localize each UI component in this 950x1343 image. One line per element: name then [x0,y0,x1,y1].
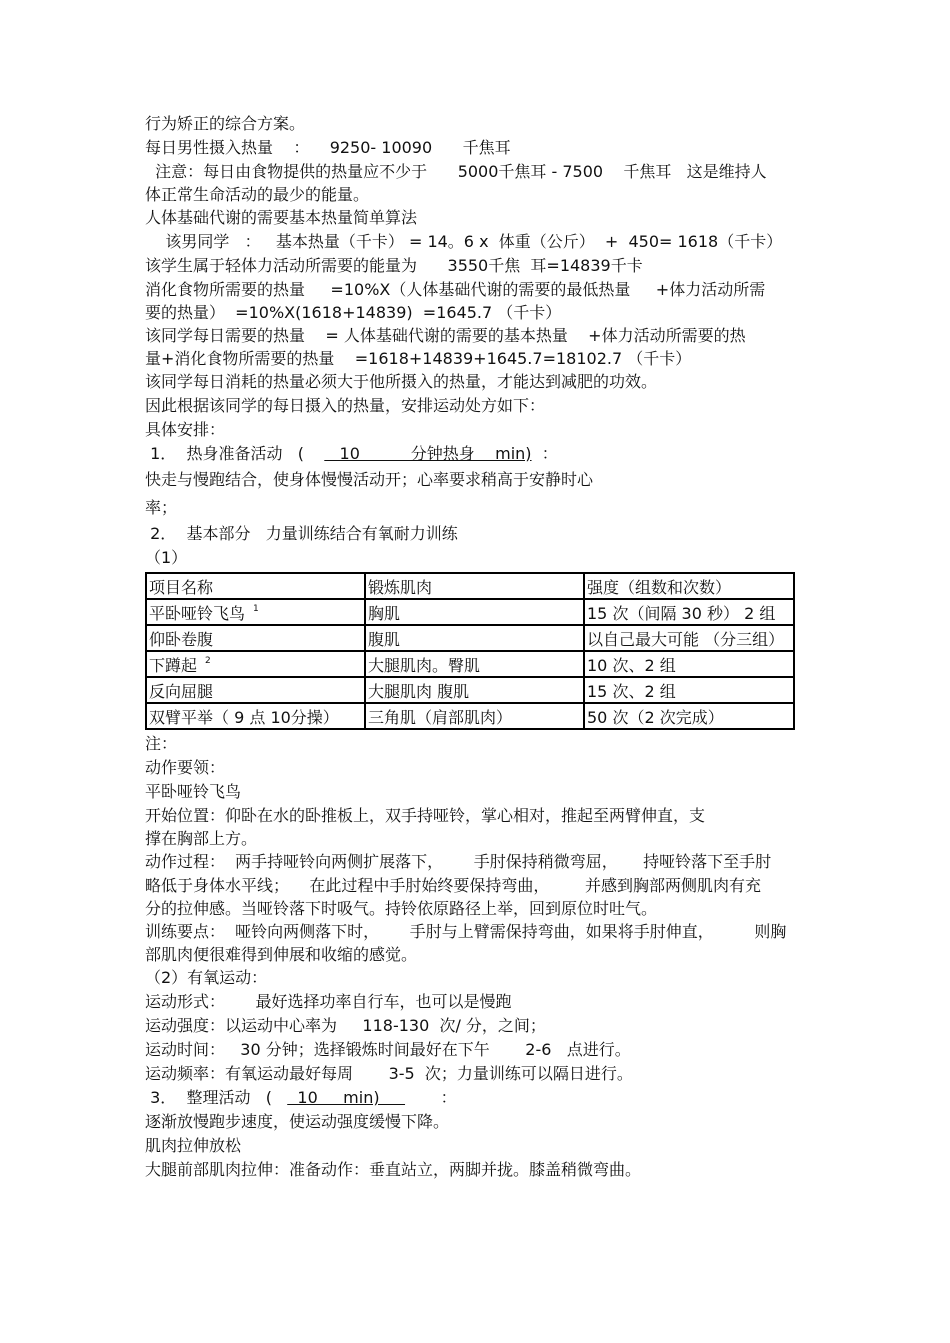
cooldown-duration: 10 min) [287,1088,406,1107]
text-line: 注意：每日由食物提供的热量应不少于 5000千焦耳 - 7500 千焦耳 这是维持人 [145,162,767,181]
exercise-name: 平卧哑铃飞鸟 [149,603,246,623]
notes-block [145,732,805,1086]
exercise-name-cell [146,625,365,651]
cooldown-heading [145,1086,805,1110]
cooldown-prefix: 3． 整理活动 ( [145,1088,288,1107]
exercise-name-cell [146,703,365,729]
text-line: 具体安排： [145,420,226,439]
exercise-name: 反向屈腿 [149,681,214,701]
table-header-row [146,573,794,599]
text-line: 每日男性摄入热量 ： 9250- 10090 千焦耳 [145,138,511,157]
muscle-cell: 三角肌（肩部肌肉） [365,703,584,729]
text-line: 该学生属于轻体力活动所需要的能量为 3550千焦 耳=14839千卡 [145,256,643,275]
text-line: 开始位置：仰卧在水的卧推板上，双手持哑铃，掌心相对，推起至两臂伸直，支 [145,806,706,825]
text-line: 率； [145,498,178,517]
text-line: 行为矫正的综合方案。 [145,114,306,133]
header-cell: 项目名称 [146,573,365,599]
muscle-cell: 腹肌 [365,625,584,651]
warmup-suffix: ： [531,444,558,463]
text-line: 人体基础代谢的需要基本热量简单算法 [145,208,418,227]
text-line: 动作要领： [145,758,226,777]
intensity-cell: 15 次、2 组 [584,677,794,703]
text-line: 运动形式： 最好选择功率自行车，也可以是慢跑 [145,992,512,1011]
text-line: 要的热量） =10%X(1618+14839) =1645.7 （千卡） [145,303,562,322]
text-line: 该同学每日需要的热量 = 人体基础代谢的需要的基本热量 +体力活动所需要的热 [145,326,746,345]
exercise-name: 双臂平举（ 9 点 10分操） [149,707,339,727]
text-line: （2）有氧运动： [145,968,268,987]
intensity-cell: 以自己最大可能 （分三组） [584,625,794,651]
text-line: 平卧哑铃飞鸟 [145,782,242,801]
text-line: 体正常生命活动的最少的能量。 [145,185,370,204]
intensity-cell: 10 次、2 组 [584,651,794,677]
text-line: 该男同学 ： 基本热量（千卡） = 14。6 x 体重（公斤） + 450= 1618（千卡） [145,232,783,251]
exercise-name: 下蹲起 [149,655,198,675]
document-page [145,112,805,1182]
text-line: 部肌肉便很难得到伸展和收缩的感觉。 [145,945,418,964]
text-line: 肌肉拉伸放松 [145,1136,242,1155]
warmup-heading [145,442,805,466]
basic-heading: 2． 基本部分 力量训练结合有氧耐力训练 [145,524,458,543]
header-cell: 强度（组数和次数） [584,573,794,599]
text-line: 动作过程： 两手持哑铃向两侧扩展落下， 手肘保持稍微弯屈， 持哑铃落下至手肘 [145,852,772,871]
text-line: 快走与慢跑结合，使身体慢慢活动开；心率要求稍高于安静时心 [145,470,594,489]
text-line: 因此根据该同学的每日摄入的热量，安排运动处方如下： [145,396,546,415]
text-line: 该同学每日消耗的热量必须大于他所摄入的热量，才能达到减肥的功效。 [145,372,658,391]
muscle-cell: 大腿肌肉 腹肌 [365,677,584,703]
basic-subheading: （1） [145,548,188,567]
text-line: 训练要点： 哑铃向两侧落下时， 手肘与上臂需保持弯曲，如果将手肘伸直， 则胸 [145,922,787,941]
table-row [146,599,794,625]
text-line: 运动强度：以运动中心率为 118-130 次/ 分，之间； [145,1016,546,1035]
footnote-marker: 1 [253,603,259,614]
cooldown-section [145,1086,805,1182]
text-line: 分的拉伸感。当哑铃落下时吸气。持铃依原路径上举，回到原位时吐气。 [145,899,658,918]
basic-section [145,522,805,730]
text-line: 消化食物所需要的热量 =10%X（人体基础代谢的需要的最低热量 +体力活动所需 [145,280,766,299]
table-row [146,625,794,651]
table-row [146,677,794,703]
cooldown-suffix: ： [405,1088,457,1107]
text-line: 大腿前部肌肉拉伸：准备动作：垂直站立，两脚并拢。膝盖稍微弯曲。 [145,1160,642,1179]
text-line: 量+消化食物所需要的热量 =1618+14839+1645.7=18102.7 （千卡） [145,349,692,368]
exercise-name: 仰卧卷腹 [149,629,214,649]
intensity-cell: 15 次（间隔 30 秒） 2 组 [584,599,794,625]
intro-block [145,112,805,442]
table-row [146,703,794,729]
text-line: 撑在胸部上方。 [145,829,258,848]
exercise-name-cell [146,651,365,677]
warmup-section [145,442,805,520]
intensity-cell: 50 次（2 次完成） [584,703,794,729]
warmup-prefix: 1． 热身准备活动 ( [145,444,325,463]
text-line: 逐渐放慢跑步速度，使运动强度缓慢下降。 [145,1112,450,1131]
header-cell: 锻炼肌肉 [365,573,584,599]
warmup-duration: 10 分钟热身 min) [324,444,532,463]
text-line: 运动频率：有氧运动最好每周 3-5 次；力量训练可以隔日进行。 [145,1064,633,1083]
exercise-name-cell [146,677,365,703]
exercise-table [145,572,795,730]
footnote-marker: 2 [205,655,211,666]
text-line: 略低于身体水平线； 在此过程中手肘始终要保持弯曲， 并感到胸部两侧肌肉有充 [145,876,761,895]
text-line: 运动时间： 30 分钟；选择锻炼时间最好在下午 2-6 点进行。 [145,1040,631,1059]
muscle-cell: 胸肌 [365,599,584,625]
exercise-name-cell [146,599,365,625]
muscle-cell: 大腿肌肉。臀肌 [365,651,584,677]
table-row [146,651,794,677]
text-line: 注： [145,734,178,753]
